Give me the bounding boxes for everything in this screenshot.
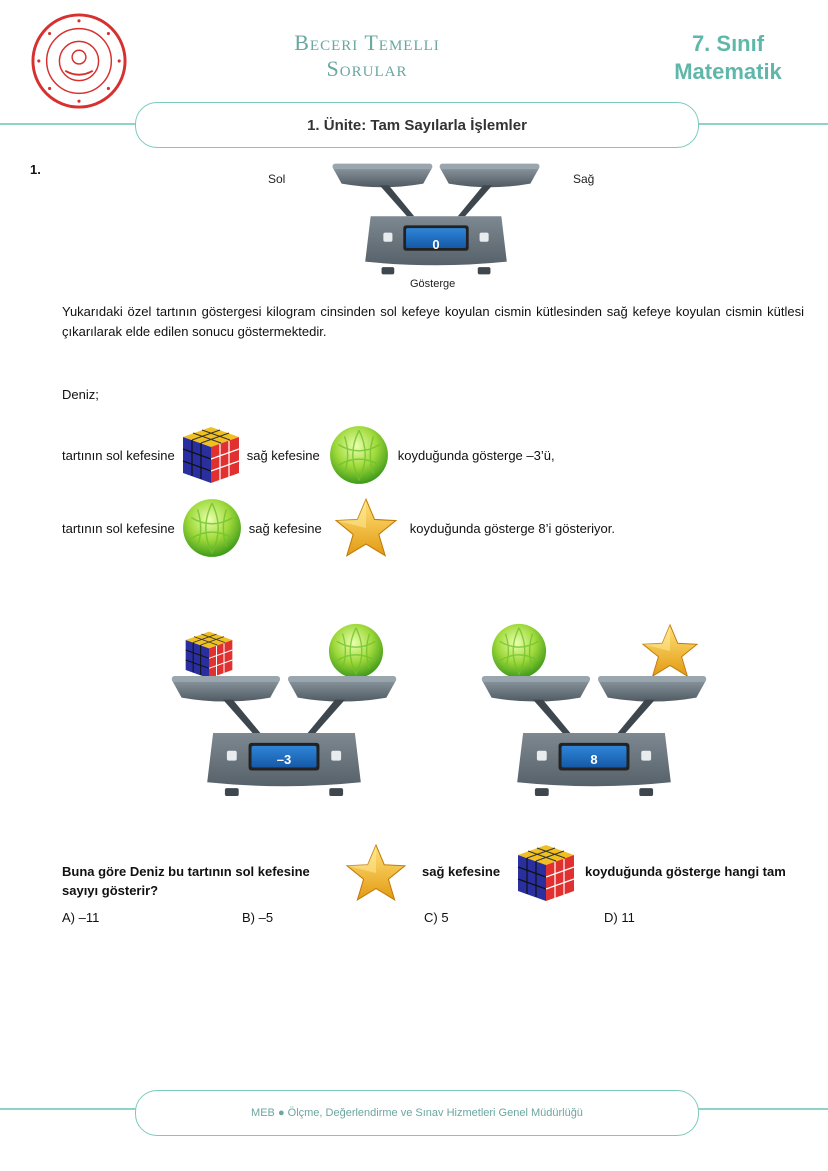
scale-left-label: Sol: [268, 172, 286, 186]
option-a[interactable]: A) –11: [62, 910, 100, 925]
question-number: 1.: [30, 162, 41, 177]
display-label: Gösterge: [410, 278, 456, 290]
brand-line1: Beceri Temelli: [294, 30, 440, 55]
prompt-part3: koyduğunda gösterge hangi tam: [585, 864, 786, 879]
prompt-part2: sağ kefesine: [422, 864, 501, 879]
option-d[interactable]: D) 11: [604, 910, 635, 925]
description-text: Yukarıdaki özel tartının göstergesi kilogram cinsinden sol kefeye koyulan cismin kütlesinden sağ kefeye koyulan cismin kütlesi çıkarılarak elde edilen sonucu göstermektedir.: [62, 304, 804, 339]
condition-line-1: [62, 425, 555, 485]
line1-part1: tartının sol kefesine: [62, 447, 175, 463]
ball-icon: [181, 497, 243, 559]
option-b[interactable]: B) –5: [242, 910, 274, 925]
scale-diagram: [298, 160, 574, 278]
line1-part2: sağ kefesine: [246, 447, 320, 463]
option-c[interactable]: C) 5: [424, 910, 449, 925]
grade-line1: 7. Sınıf: [691, 31, 765, 56]
line2-part3: koyduğunda gösterge 8’i gösteriyor.: [409, 520, 615, 536]
grade-title: [648, 30, 808, 86]
intro-text: Deniz;: [62, 387, 99, 402]
scale-1: [148, 672, 420, 800]
unit-title: 1. Ünite: Tam Sayılarla İşlemler: [135, 102, 699, 148]
condition-line-2: [62, 496, 615, 560]
prompt-part1: Buna göre Deniz bu tartının sol kefesine: [62, 864, 310, 879]
scale-2: [458, 672, 730, 800]
star-icon: [334, 496, 398, 560]
cube-icon: [181, 425, 241, 485]
footer-text: MEB ● Ölçme, Değerlendirme ve Sınav Hizmetleri Genel Müdürlüğü: [135, 1090, 699, 1136]
brand-line2: Sorular: [326, 56, 408, 81]
ball-icon: [328, 424, 390, 486]
scale-right-label: Sağ: [573, 172, 595, 186]
meb-seal-icon: [30, 12, 128, 110]
star-icon: [344, 842, 408, 904]
grade-line2: Matematik: [674, 59, 782, 84]
line1-part3: koyduğunda gösterge –3’ü,: [397, 447, 555, 463]
scale-1-value: –3: [276, 752, 292, 767]
line2-part1: tartının sol kefesine: [62, 520, 175, 536]
line2-part2: sağ kefesine: [248, 520, 322, 536]
scale-display-value: 0: [432, 237, 440, 252]
scale-2-value: 8: [590, 752, 598, 767]
brand-title: [282, 30, 452, 82]
cube-icon: [516, 842, 576, 904]
prompt-part4: sayıyı gösterir?: [62, 883, 159, 898]
